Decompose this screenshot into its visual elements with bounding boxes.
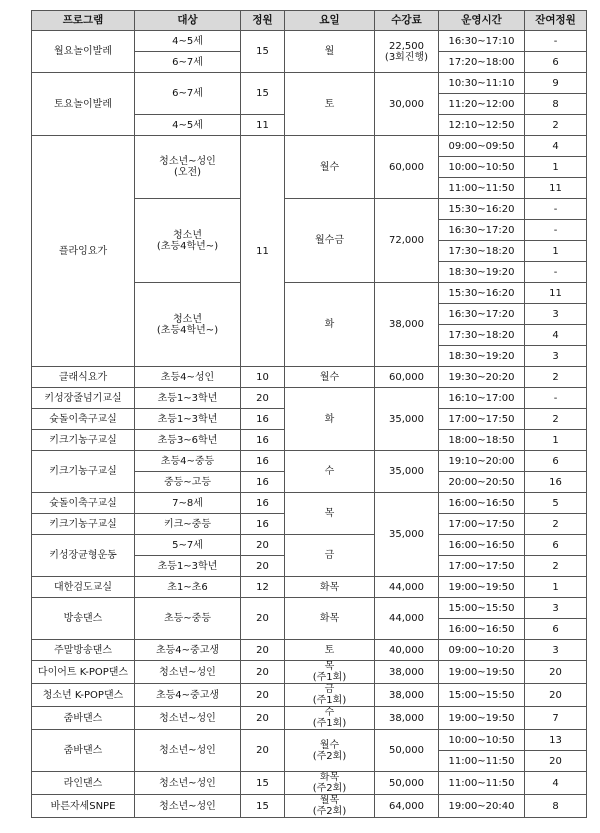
table-cell: 줌바댄스: [32, 707, 135, 730]
table-cell: 20: [241, 730, 285, 772]
table-cell: 19:00~19:50: [439, 661, 525, 684]
table-cell: 금: [285, 535, 375, 577]
table-cell: 중등~고등: [135, 472, 241, 493]
table-row: [32, 684, 587, 707]
table-cell: 16: [241, 514, 285, 535]
table-cell: 토: [285, 73, 375, 136]
table-cell: 15: [241, 795, 285, 818]
table-cell: 2: [525, 409, 587, 430]
table-cell: 20: [241, 535, 285, 556]
table-cell: 화목: [285, 598, 375, 640]
table-row: [32, 31, 587, 52]
table-cell: 15: [241, 73, 285, 115]
table-cell: 줌바댄스: [32, 730, 135, 772]
table-cell: 키성장균형운동: [32, 535, 135, 577]
table-row: [32, 730, 587, 751]
table-row: [32, 707, 587, 730]
table-cell: 6: [525, 619, 587, 640]
table-cell: 16: [241, 493, 285, 514]
program-schedule-table: [31, 10, 587, 818]
table-row: [32, 388, 587, 409]
table-cell: 월수 (주2회): [285, 730, 375, 772]
table-cell: 3: [525, 304, 587, 325]
table-cell: 16: [241, 472, 285, 493]
table-cell: 12: [241, 577, 285, 598]
table-cell: 38,000: [375, 684, 439, 707]
table-cell: 17:00~17:50: [439, 556, 525, 577]
table-cell: 초1~초6: [135, 577, 241, 598]
table-cell: 22,500 (3회진행): [375, 31, 439, 73]
table-cell: 16:30~17:10: [439, 31, 525, 52]
table-cell: 1: [525, 577, 587, 598]
table-cell: 20: [525, 684, 587, 707]
table-cell: 청소년~성인: [135, 730, 241, 772]
table-cell: 청소년 K-POP댄스: [32, 684, 135, 707]
table-cell: 2: [525, 367, 587, 388]
table-cell: 주말방송댄스: [32, 640, 135, 661]
table-cell: 청소년 (초등4학년~): [135, 283, 241, 367]
table-cell: 11: [525, 283, 587, 304]
table-cell: 17:00~17:50: [439, 514, 525, 535]
table-row: [32, 493, 587, 514]
table-cell: 방송댄스: [32, 598, 135, 640]
table-cell: 1: [525, 241, 587, 262]
table-cell: 18:30~19:20: [439, 262, 525, 283]
table-cell: 대한검도교실: [32, 577, 135, 598]
table-cell: 초등4~성인: [135, 367, 241, 388]
table-cell: 6: [525, 535, 587, 556]
table-cell: 30,000: [375, 73, 439, 136]
table-cell: 16:10~17:00: [439, 388, 525, 409]
table-cell: 8: [525, 795, 587, 818]
table-cell: 19:00~20:40: [439, 795, 525, 818]
table-cell: 4: [525, 325, 587, 346]
table-cell: 72,000: [375, 199, 439, 283]
table-cell: 청소년 (초등4학년~): [135, 199, 241, 283]
table-cell: 4: [525, 772, 587, 795]
table-cell: 11:00~11:50: [439, 178, 525, 199]
table-cell: 5: [525, 493, 587, 514]
table-cell: 4~5세: [135, 115, 241, 136]
table-cell: 월: [285, 31, 375, 73]
table-cell: 6: [525, 52, 587, 73]
table-cell: 화목 (주2회): [285, 772, 375, 795]
table-cell: 화목: [285, 577, 375, 598]
table-cell: 목 (주1회): [285, 661, 375, 684]
table-cell: 월목 (주2회): [285, 795, 375, 818]
table-cell: 6: [525, 451, 587, 472]
schedule-table-container: [31, 10, 587, 818]
table-cell: -: [525, 199, 587, 220]
table-cell: 6~7세: [135, 73, 241, 115]
table-cell: 9: [525, 73, 587, 94]
table-cell: 4: [525, 136, 587, 157]
table-cell: 15:00~15:50: [439, 684, 525, 707]
table-cell: 15: [241, 772, 285, 795]
header-program: 프로그램: [32, 11, 135, 31]
table-cell: 40,000: [375, 640, 439, 661]
table-cell: 50,000: [375, 772, 439, 795]
table-cell: 10:00~10:50: [439, 157, 525, 178]
table-cell: 청소년~성인: [135, 795, 241, 818]
table-row: [32, 661, 587, 684]
table-cell: 09:00~10:20: [439, 640, 525, 661]
table-cell: 16:30~17:20: [439, 304, 525, 325]
table-cell: 64,000: [375, 795, 439, 818]
table-cell: 초등4~중고생: [135, 640, 241, 661]
table-cell: 키성장줄넘기교실: [32, 388, 135, 409]
table-cell: 11: [525, 178, 587, 199]
table-cell: 2: [525, 115, 587, 136]
table-cell: 60,000: [375, 136, 439, 199]
table-cell: 16:00~16:50: [439, 493, 525, 514]
table-cell: 17:30~18:20: [439, 241, 525, 262]
header-day: 요일: [285, 11, 375, 31]
table-row: [32, 73, 587, 94]
schedule-body: [32, 31, 587, 818]
table-cell: 19:00~19:50: [439, 577, 525, 598]
header-hours: 운영시간: [439, 11, 525, 31]
table-cell: 월요놀이발레: [32, 31, 135, 73]
table-cell: 16:30~17:20: [439, 220, 525, 241]
table-cell: 20: [525, 661, 587, 684]
table-row: [32, 535, 587, 556]
table-cell: 11: [241, 115, 285, 136]
table-cell: 토: [285, 640, 375, 661]
table-cell: 20: [241, 661, 285, 684]
table-cell: 20: [241, 684, 285, 707]
table-cell: 청소년~성인: [135, 707, 241, 730]
table-cell: 38,000: [375, 707, 439, 730]
table-cell: 초등4~중등: [135, 451, 241, 472]
header-remaining: 잔여정원: [525, 11, 587, 31]
table-cell: 토요놀이발레: [32, 73, 135, 136]
table-row: [32, 136, 587, 157]
table-cell: 20:00~20:50: [439, 472, 525, 493]
table-cell: 17:30~18:20: [439, 325, 525, 346]
table-cell: 2: [525, 556, 587, 577]
table-cell: 키크기농구교실: [32, 514, 135, 535]
table-cell: 3: [525, 346, 587, 367]
table-cell: 16: [241, 451, 285, 472]
table-cell: -: [525, 388, 587, 409]
table-row: [32, 640, 587, 661]
table-cell: 20: [241, 707, 285, 730]
table-cell: -: [525, 220, 587, 241]
header-fee: 수강료: [375, 11, 439, 31]
table-cell: 1: [525, 157, 587, 178]
table-cell: 월수금: [285, 199, 375, 283]
table-cell: 15:30~16:20: [439, 199, 525, 220]
table-cell: 11:00~11:50: [439, 772, 525, 795]
table-cell: 15:00~15:50: [439, 598, 525, 619]
table-cell: 09:00~09:50: [439, 136, 525, 157]
table-cell: 44,000: [375, 577, 439, 598]
header-target: 대상: [135, 11, 241, 31]
table-cell: 수 (주1회): [285, 707, 375, 730]
table-cell: 15:30~16:20: [439, 283, 525, 304]
table-cell: 6~7세: [135, 52, 241, 73]
table-cell: 11: [241, 136, 285, 367]
table-cell: 1: [525, 430, 587, 451]
table-cell: 10: [241, 367, 285, 388]
table-cell: 20: [525, 751, 587, 772]
table-cell: 7~8세: [135, 493, 241, 514]
table-cell: 청소년~성인 (오전): [135, 136, 241, 199]
table-cell: 5~7세: [135, 535, 241, 556]
table-cell: 18:30~19:20: [439, 346, 525, 367]
table-cell: 35,000: [375, 388, 439, 451]
table-cell: 4~5세: [135, 31, 241, 52]
table-cell: 13: [525, 730, 587, 751]
table-row: [32, 598, 587, 619]
table-cell: 17:00~17:50: [439, 409, 525, 430]
table-cell: -: [525, 262, 587, 283]
table-cell: 청소년~성인: [135, 661, 241, 684]
table-cell: 18:00~18:50: [439, 430, 525, 451]
table-cell: 슛돌이축구교실: [32, 493, 135, 514]
table-cell: 청소년~성인: [135, 772, 241, 795]
table-row: [32, 577, 587, 598]
table-cell: 라인댄스: [32, 772, 135, 795]
table-cell: 16: [525, 472, 587, 493]
table-cell: 16:00~16:50: [439, 619, 525, 640]
table-cell: 키크~중등: [135, 514, 241, 535]
table-cell: 월수: [285, 136, 375, 199]
table-cell: 15: [241, 31, 285, 73]
table-cell: 11:00~11:50: [439, 751, 525, 772]
table-row: [32, 367, 587, 388]
table-cell: 초등1~3학년: [135, 388, 241, 409]
table-cell: 3: [525, 598, 587, 619]
table-cell: 19:30~20:20: [439, 367, 525, 388]
table-cell: 10:00~10:50: [439, 730, 525, 751]
table-row: [32, 451, 587, 472]
table-cell: 슛돌이축구교실: [32, 409, 135, 430]
table-cell: 월수: [285, 367, 375, 388]
table-cell: 초등1~3학년: [135, 409, 241, 430]
table-cell: 10:30~11:10: [439, 73, 525, 94]
table-cell: 20: [241, 556, 285, 577]
table-cell: 8: [525, 94, 587, 115]
table-cell: 35,000: [375, 451, 439, 493]
table-row: [32, 772, 587, 795]
table-cell: 20: [241, 640, 285, 661]
table-cell: 수: [285, 451, 375, 493]
table-cell: 목: [285, 493, 375, 535]
header-capacity: 정원: [241, 11, 285, 31]
table-cell: 19:10~20:00: [439, 451, 525, 472]
table-cell: 초등1~3학년: [135, 556, 241, 577]
table-cell: 다이어트 K-POP댄스: [32, 661, 135, 684]
table-cell: 금 (주1회): [285, 684, 375, 707]
table-cell: 2: [525, 514, 587, 535]
table-cell: 60,000: [375, 367, 439, 388]
table-cell: 16: [241, 430, 285, 451]
table-cell: 초등3~6학년: [135, 430, 241, 451]
table-cell: 초등~중등: [135, 598, 241, 640]
table-cell: 38,000: [375, 283, 439, 367]
table-cell: 19:00~19:50: [439, 707, 525, 730]
table-cell: 키크기농구교실: [32, 451, 135, 493]
table-cell: 20: [241, 598, 285, 640]
table-cell: 35,000: [375, 493, 439, 577]
table-row: [32, 795, 587, 818]
table-cell: 44,000: [375, 598, 439, 640]
header-row: [32, 11, 587, 31]
table-cell: 50,000: [375, 730, 439, 772]
table-cell: 플라잉요가: [32, 136, 135, 367]
table-cell: 초등4~중고생: [135, 684, 241, 707]
table-cell: 화: [285, 388, 375, 451]
table-cell: 38,000: [375, 661, 439, 684]
table-cell: -: [525, 31, 587, 52]
table-cell: 17:20~18:00: [439, 52, 525, 73]
table-cell: 16: [241, 409, 285, 430]
table-cell: 7: [525, 707, 587, 730]
table-cell: 12:10~12:50: [439, 115, 525, 136]
table-cell: 클래식요가: [32, 367, 135, 388]
table-cell: 바른자세SNPE: [32, 795, 135, 818]
table-cell: 키크기농구교실: [32, 430, 135, 451]
table-cell: 16:00~16:50: [439, 535, 525, 556]
table-cell: 화: [285, 283, 375, 367]
table-cell: 3: [525, 640, 587, 661]
table-cell: 11:20~12:00: [439, 94, 525, 115]
table-cell: 20: [241, 388, 285, 409]
